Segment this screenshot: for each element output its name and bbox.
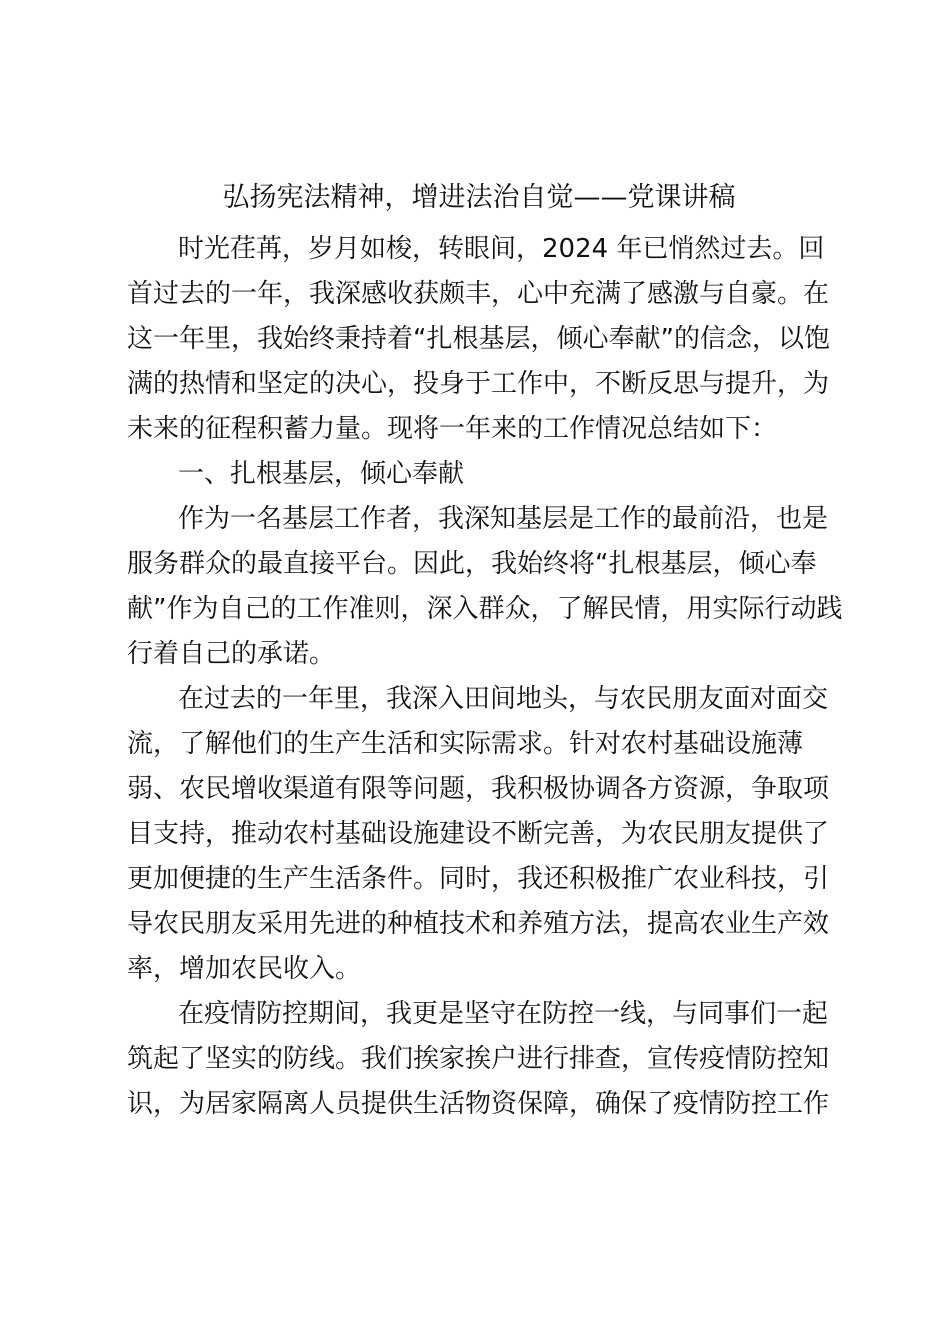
paragraph-line: 弱、农民增收渠道有限等问题，我积极协调各方资源，争取项 <box>127 774 830 804</box>
paragraph-line: 筑起了坚实的防线。我们挨家挨户进行排查，宣传疫情防控知 <box>127 1044 830 1074</box>
paragraph-line: 献”作为自己的工作准则，深入群众，了解民情，用实际行动践 <box>127 594 843 624</box>
paragraph-line: 更加便捷的生产生活条件。同时，我还积极推广农业科技，引 <box>127 864 830 894</box>
paragraph-line: 导农民朋友采用先进的种植技术和养殖方法，提高农业生产效 <box>127 909 830 939</box>
document-title: 弘扬宪法精神，增进法治自觉——党课讲稿 <box>222 182 736 213</box>
paragraph-line: 未来的征程积蓄力量。现将一年来的工作情况总结如下： <box>127 414 778 444</box>
paragraph-line: 识，为居家隔离人员提供生活物资保障，确保了疫情防控工作 <box>127 1089 830 1119</box>
paragraph-line: 时光荏苒，岁月如梭，转眼间，2024 年已悄然过去。回 <box>178 234 825 264</box>
paragraph-line: 率，增加农民收入。 <box>127 954 362 984</box>
paragraph-line: 服务群众的最直接平台。因此，我始终将“扎根基层，倾心奉 <box>127 549 817 579</box>
paragraph-line: 目支持，推动农村基础设施建设不断完善，为农民朋友提供了 <box>127 819 830 849</box>
section-heading: 一、扎根基层，倾心奉献 <box>178 459 465 489</box>
paragraph-line: 作为一名基层工作者，我深知基层是工作的最前沿，也是 <box>178 504 829 534</box>
paragraph-line: 首过去的一年，我深感收获颇丰，心中充满了感激与自豪。在 <box>127 279 830 309</box>
paragraph-line: 这一年里，我始终秉持着“扎根基层，倾心奉献”的信念，以饱 <box>127 324 830 354</box>
paragraph-line: 在过去的一年里，我深入田间地头，与农民朋友面对面交 <box>178 684 829 714</box>
paragraph-line: 流，了解他们的生产生活和实际需求。针对农村基础设施薄 <box>127 729 804 759</box>
paragraph-line: 在疫情防控期间，我更是坚守在防控一线，与同事们一起 <box>178 999 829 1029</box>
paragraph-line: 行着自己的承诺。 <box>127 639 336 669</box>
paragraph-line: 满的热情和坚定的决心，投身于工作中，不断反思与提升，为 <box>127 369 830 399</box>
